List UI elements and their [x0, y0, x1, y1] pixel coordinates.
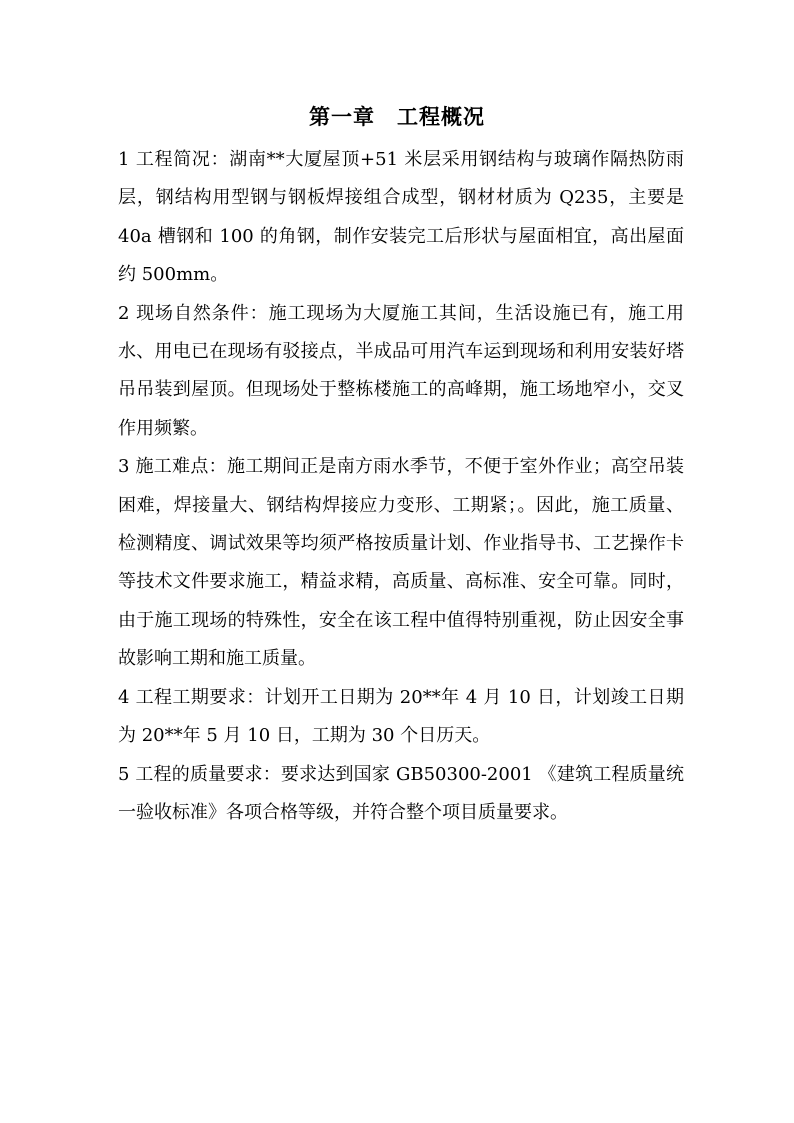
chapter-title: 第一章 工程概况	[309, 104, 485, 129]
paragraph-project-overview: 1 工程简况：湖南**大厦屋顶+51 米层采用钢结构与玻璃作隔热防雨层，钢结构用型钢与钢板焊接组合成型，钢材材质为 Q235，主要是 40a 槽钢和 100 的角钢，制作安装完工后形状与屋面相宜，高出屋面约 500mm。	[118, 149, 684, 286]
paragraph-site-conditions: 2 现场自然条件：施工现场为大厦施工其间，生活设施已有，施工用水、用电已在现场有驳接点，半成品可用汽车运到现场和利用安装好塔吊吊装到屋顶。但现场处于整栋楼施工的高峰期，施工场地窄小，交叉作用频繁。	[118, 302, 684, 439]
paragraph-quality-requirements: 5 工程的质量要求：要求达到国家 GB50300-2001 《建筑工程质量统一验收标准》各项合格等级，并符合整个项目质量要求。	[118, 763, 684, 823]
paragraph-construction-difficulties: 3 施工难点：施工期间正是南方雨水季节，不便于室外作业；高空吊装困难，焊接量大、钢结构焊接应力变形、工期紧；。因此，施工质量、检测精度、调试效果等均须严格按质量计划、作业指导书、工艺操作卡等技术文件要求施工，精益求精，高质量、高标准、安全可靠。同时，由于施工现场的特殊性，安全在该工程中值得特别重视，防止因安全事故影响工期和施工质量。	[118, 456, 684, 670]
paragraph-schedule-requirements: 4 工程工期要求：计划开工日期为 20**年 4 月 10 日，计划竣工日期为 20**年 5 月 10 日，工期为 30 个日历天。	[118, 686, 684, 747]
document-body	[118, 141, 684, 832]
